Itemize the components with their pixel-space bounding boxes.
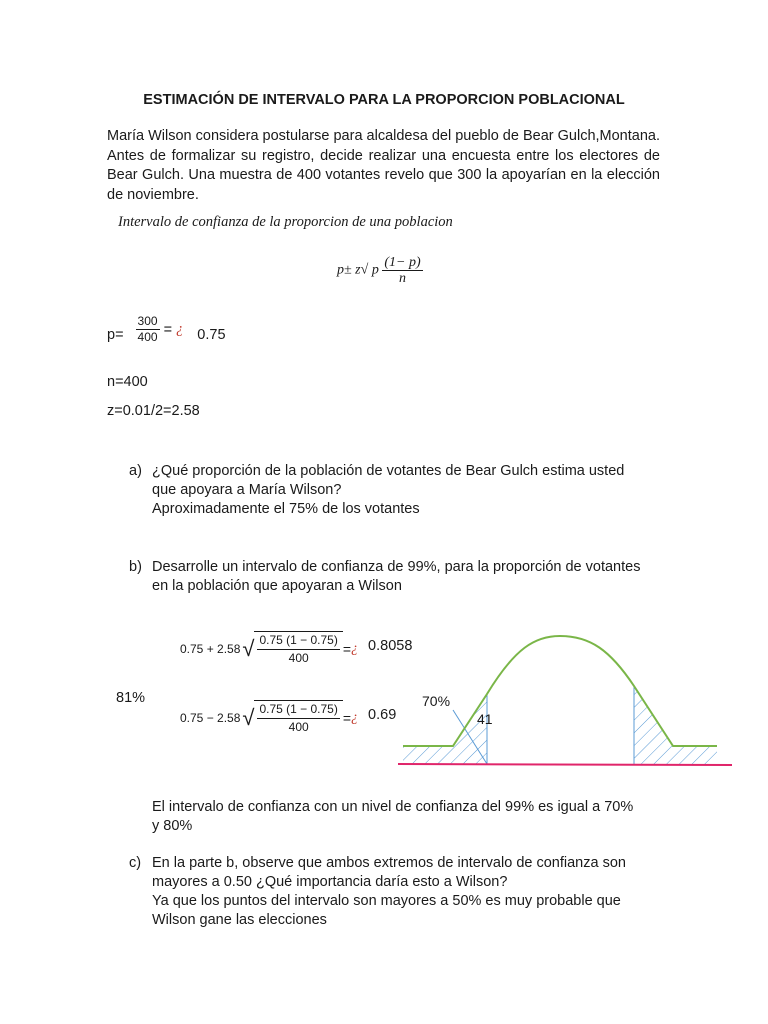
intro-paragraph: María Wilson considera postularse para alcaldesa del pueblo de Bear Gulch,Montana. Antes de formalizar su registro, decide realizar una encuesta entre los electores de Bear Gulch. Una muestra de 400 votantes revelo que 300 la apoyarían en la elección de noviembre.: [107, 128, 660, 203]
lower-equals: =: [342, 710, 352, 726]
question-b-line-2: en la población que apoyaran a Wilson: [152, 578, 402, 594]
upper-root: [254, 631, 342, 667]
formula-fraction: [382, 255, 422, 286]
formula-lhs: p± z√ p: [337, 262, 379, 278]
p-numerator: 300: [137, 314, 158, 328]
question-c-letter: c): [129, 855, 142, 871]
question-a-line-1: ¿Qué proporción de la población de votantes de Bear Gulch estima usted: [152, 463, 625, 479]
upper-prefix: 0.75 + 2.58: [180, 642, 241, 656]
lower-result: 0.69: [368, 707, 397, 723]
question-c-answer-2: Wilson gane las elecciones: [152, 912, 327, 928]
upper-mark: ¿: [351, 641, 359, 656]
question-b-letter: b): [129, 559, 142, 575]
lower-mark: ¿: [351, 710, 359, 725]
lower-bound-calculation: [180, 700, 396, 736]
proportion-formula: [337, 255, 423, 286]
p-equals: =: [163, 321, 173, 338]
formula-denominator: n: [398, 271, 406, 286]
conclusion-line-2: y 80%: [152, 818, 193, 834]
page-title: ESTIMACIÓN DE INTERVALO PARA LA PROPORCION POBLACIONAL: [143, 92, 625, 108]
upper-numerator: 0.75 (1 − 0.75): [257, 632, 339, 650]
upper-denominator: 400: [288, 651, 309, 665]
question-c-line-2: mayores a 0.50 ¿Qué importancia daría esto a Wilson?: [152, 874, 508, 890]
upper-equals: =: [342, 641, 352, 657]
question-b: [152, 558, 672, 596]
baseline-line: [398, 764, 732, 765]
question-c: [152, 854, 672, 930]
sqrt-icon: √: [242, 705, 255, 730]
upper-bound-calculation: [180, 631, 412, 667]
sqrt-icon: √: [242, 636, 255, 661]
p-result: 0.75: [197, 326, 226, 343]
p-mark: ¿: [176, 321, 184, 337]
question-a-line-2: que apoyara a María Wilson?: [152, 482, 342, 498]
p-label: p=: [107, 326, 124, 343]
lower-root: [254, 700, 342, 736]
curve-line: [403, 636, 717, 746]
formula-label: Intervalo de confianza de la proporcion de una poblacion: [118, 214, 453, 230]
side-label: 81%: [116, 690, 146, 706]
lower-prefix: 0.75 − 2.58: [180, 711, 241, 725]
z-line: z=0.01/2=2.58: [107, 403, 200, 419]
question-a-answer: Aproximadamente el 75% de los votantes: [152, 501, 420, 517]
question-c-line-1: En la parte b, observe que ambos extremos de intervalo de confianza son: [152, 855, 626, 871]
upper-result: 0.8058: [368, 638, 413, 654]
n-line: n=400: [107, 374, 148, 390]
right-tail-hatch: [634, 683, 724, 764]
conclusion: [152, 798, 672, 836]
lower-numerator: 0.75 (1 − 0.75): [257, 701, 339, 719]
p-denominator: 400: [137, 330, 158, 344]
p-fraction: [136, 314, 160, 345]
formula-numerator: (1− p): [384, 255, 421, 270]
question-b-line-1: Desarrolle un intervalo de confianza de 99%, para la proporción de votantes: [152, 559, 641, 575]
lower-denominator: 400: [288, 720, 309, 734]
question-c-answer-1: Ya que los puntos del intervalo son mayores a 50% es muy probable que: [152, 893, 621, 909]
p-calculation: [107, 314, 226, 345]
curve-left-percent: 70%: [422, 693, 451, 709]
question-a-letter: a): [129, 463, 142, 479]
question-a: [152, 462, 672, 519]
curve-left-number: 41: [477, 711, 493, 727]
conclusion-line-1: El intervalo de confianza con un nivel de confianza del 99% es igual a 70%: [152, 799, 634, 815]
